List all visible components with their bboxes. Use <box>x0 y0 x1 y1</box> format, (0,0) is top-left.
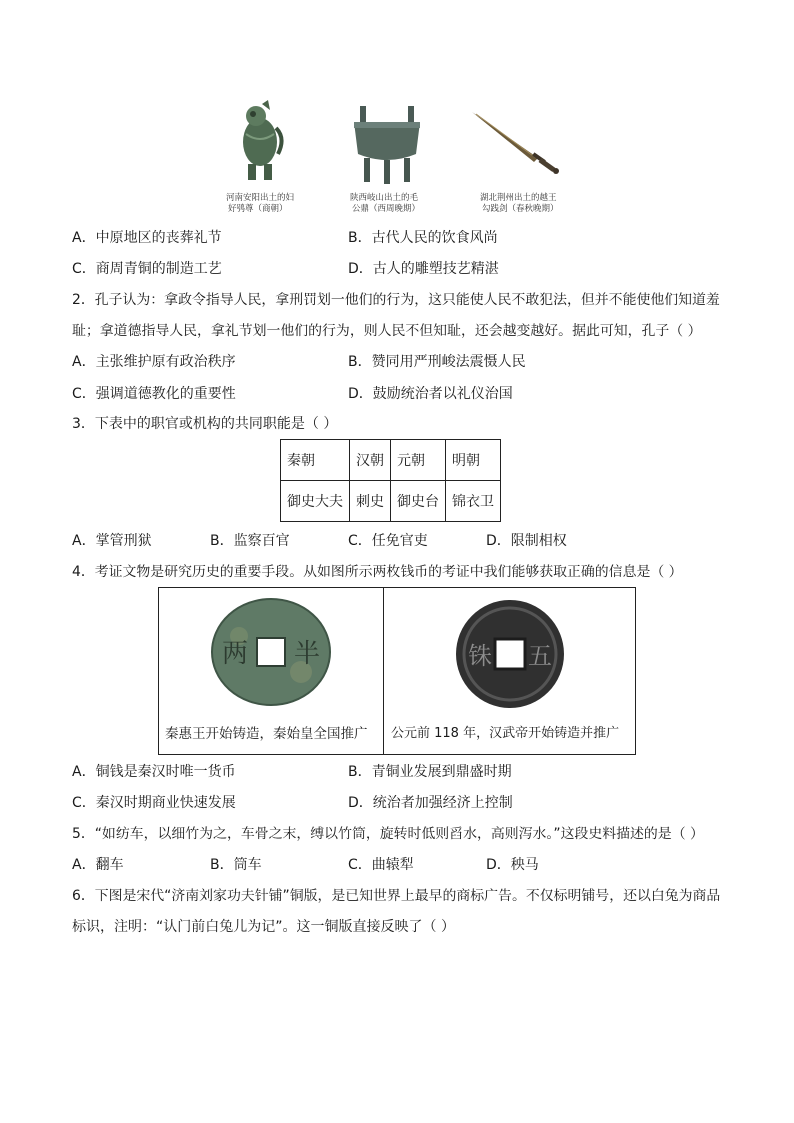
table-cell: 明朝 <box>446 440 501 481</box>
table-row <box>281 481 501 522</box>
q4-option-a[interactable]: A．铜钱是秦汉时唯一货币 <box>72 764 236 780</box>
bronze-sword-icon <box>468 110 560 174</box>
q3-option-d[interactable]: D．限制相权 <box>486 533 567 549</box>
artifact-maogong-ding <box>350 104 424 184</box>
wuzhu-coin-icon <box>453 598 567 710</box>
coins-divider <box>383 588 384 754</box>
artifact-goujian-sword <box>468 110 560 174</box>
coin-caption-left: 秦惠王开始铸造，秦始皇全国推广 <box>165 726 368 742</box>
caption-line: 好鸮尊（商朝） <box>228 204 288 214</box>
table-cell: 御史大夫 <box>281 481 350 522</box>
q1-option-a[interactable]: A．中原地区的丧葬礼节 <box>72 230 222 246</box>
coin-inscription: 两 <box>221 639 249 669</box>
q1-option-b[interactable]: B．古代人民的饮食风尚 <box>348 230 498 246</box>
caption-line: 勾践剑（春秋晚期） <box>482 204 559 214</box>
q5-option-c[interactable]: C．曲辕犁 <box>348 857 414 873</box>
q5-option-b[interactable]: B．筒车 <box>210 857 262 873</box>
coin-caption-right: 公元前 118 年，汉武帝开始铸造并推广 <box>391 726 620 741</box>
q1-option-d[interactable]: D．古人的雕塑技艺精湛 <box>348 261 499 277</box>
coins-figure <box>158 587 636 755</box>
coin-inscription: 铢 <box>468 642 492 670</box>
q5-option-a[interactable]: A．翻车 <box>72 857 124 873</box>
q4-stem: 4．考证文物是研究历史的重要手段。从如图所示两枚钱币的考证中我们能够获取正确的信息是（ ） <box>72 564 683 580</box>
q6-stem-line-2: 标识，注明：“认门前白兔儿为记”。这一铜版直接反映了（ ） <box>72 919 455 935</box>
coin-inscription: 半 <box>293 639 321 669</box>
caption-line: 河南安阳出土的妇 <box>226 193 295 203</box>
artifact-caption-1 <box>226 193 294 215</box>
artifact-fuhao-owl-zun <box>234 98 286 182</box>
q3-option-b[interactable]: B．监察百官 <box>210 533 290 549</box>
table-cell: 汉朝 <box>350 440 391 481</box>
coin-inscription: 五 <box>528 642 552 670</box>
table-cell: 刺史 <box>350 481 391 522</box>
q3-stem: 3．下表中的职官或机构的共同职能是（ ） <box>72 416 338 432</box>
banliang-coin-icon <box>209 596 333 708</box>
q2-stem-line-1: 2．孔子认为：拿政令指导人民，拿刑罚划一他们的行为，这只能使人民不敢犯法，但并不能使他们知道羞 <box>72 292 720 308</box>
q5-option-d[interactable]: D．秧马 <box>486 857 539 873</box>
q2-option-a[interactable]: A．主张维护原有政治秩序 <box>72 354 236 370</box>
table-cell: 锦衣卫 <box>446 481 501 522</box>
artifact-caption-2 <box>350 193 420 215</box>
offices-table <box>280 439 501 522</box>
q3-option-c[interactable]: C．任免官吏 <box>348 533 428 549</box>
q2-option-d[interactable]: D．鼓励统治者以礼仪治国 <box>348 386 513 402</box>
q4-option-c[interactable]: C．秦汉时期商业快速发展 <box>72 795 236 811</box>
q3-option-a[interactable]: A．掌管刑狱 <box>72 533 152 549</box>
q4-option-b[interactable]: B．青铜业发展到鼎盛时期 <box>348 764 512 780</box>
q5-stem: 5．“如纺车，以细竹为之，车骨之末，缚以竹筒，旋转时低则舀水，高则泻水。”这段史料描述的是（ ） <box>72 826 704 842</box>
table-cell: 御史台 <box>391 481 446 522</box>
q6-stem-line-1: 6．下图是宋代“济南刘家功夫针铺”铜版，是已知世界上最早的商标广告。不仅标明铺号，还以白兔为商品 <box>72 888 721 904</box>
table-row <box>281 440 501 481</box>
q1-option-c[interactable]: C．商周青铜的制造工艺 <box>72 261 222 277</box>
table-cell: 元朝 <box>391 440 446 481</box>
caption-line: 公鼎（西周晚期） <box>352 204 421 214</box>
q4-option-d[interactable]: D．统治者加强经济上控制 <box>348 795 513 811</box>
table-cell: 秦朝 <box>281 440 350 481</box>
q2-option-c[interactable]: C．强调道德教化的重要性 <box>72 386 236 402</box>
bronze-vessel-icon <box>234 98 286 182</box>
caption-line: 陕西岐山出土的毛 <box>350 193 419 203</box>
caption-line: 湖北荆州出土的越王 <box>480 193 557 203</box>
q2-option-b[interactable]: B．赞同用严刑峻法震慑人民 <box>348 354 526 370</box>
bronze-ding-icon <box>350 104 424 184</box>
artifact-caption-3 <box>480 193 559 215</box>
q2-stem-line-2: 耻；拿道德指导人民，拿礼节划一他们的行为，则人民不但知耻，还会越变越好。据此可知，孔子（ ） <box>72 323 702 339</box>
